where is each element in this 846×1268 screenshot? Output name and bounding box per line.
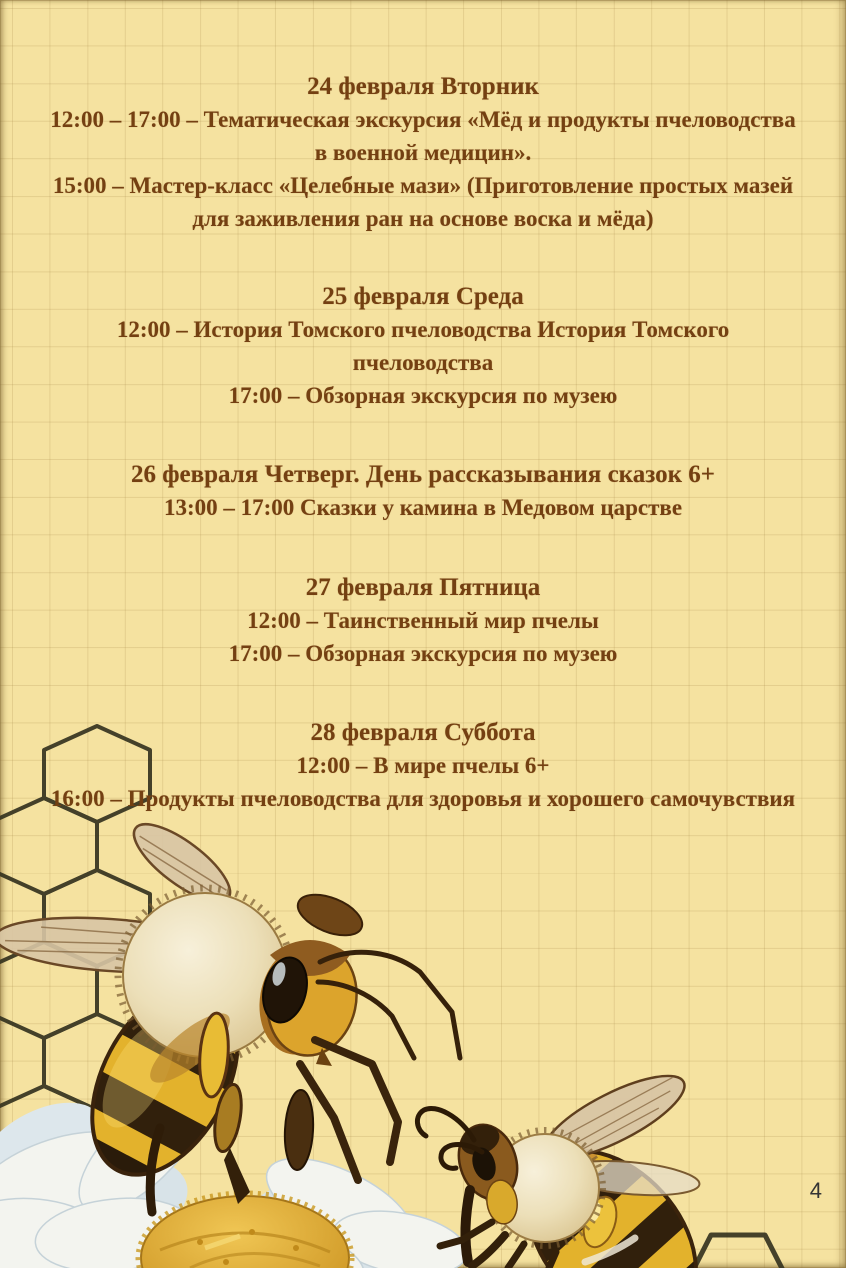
page-number: 4 — [809, 1178, 822, 1203]
event-line: 15:00 – Мастер-класс «Целебные мази» (Приготовление простых мазей — [52, 173, 794, 198]
event-line: 12:00 – В мире пчелы 6+ — [296, 753, 550, 778]
event-line: 12:00 – История Томского пчеловодства История Томского — [116, 317, 730, 342]
day-section-wednesday — [0, 280, 846, 412]
day-section-thursday — [0, 458, 846, 524]
day-title: 26 февраля Четверг. День рассказывания сказок 6+ — [131, 461, 715, 488]
day-title: 25 февраля Среда — [322, 283, 524, 310]
event-line: 13:00 – 17:00 Сказки у камина в Медовом царстве — [163, 495, 683, 520]
event-line: в военной медицин». — [314, 140, 532, 165]
event-line: 12:00 – 17:00 – Тематическая экскурсия «Мёд и продукты пчеловодства — [50, 107, 796, 132]
event-line: 17:00 – Обзорная экскурсия по музею — [228, 383, 618, 408]
day-section-saturday — [0, 716, 846, 815]
event-line: пчеловодства — [352, 350, 494, 375]
day-title: 27 февраля Пятница — [305, 574, 541, 601]
day-title: 28 февраля Суббота — [310, 719, 536, 746]
day-section-tuesday — [0, 70, 846, 235]
event-line: для заживления ран на основе воска и мёда) — [192, 206, 654, 231]
event-line: 12:00 – Таинственный мир пчелы — [247, 608, 599, 633]
event-line: 16:00 – Продукты пчеловодства для здоровья и хорошего самочувствия — [50, 786, 796, 811]
day-title: 24 февраля Вторник — [307, 73, 539, 100]
day-section-friday — [0, 571, 846, 670]
event-line: 17:00 – Обзорная экскурсия по музею — [228, 641, 618, 666]
